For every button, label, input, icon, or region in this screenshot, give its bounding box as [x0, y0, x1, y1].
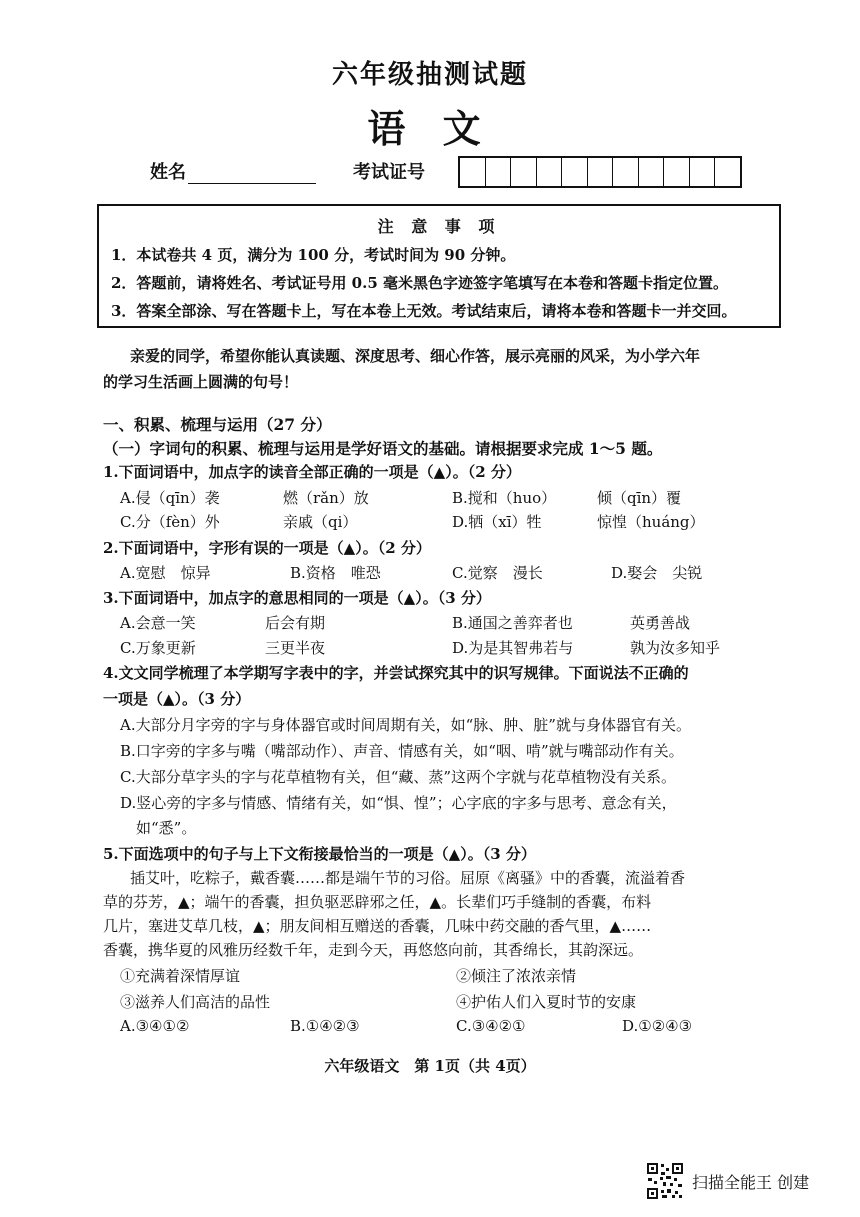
notice-box [97, 204, 781, 328]
q5-passage-3: 几片，塞进艾草几枝，▲；朋友间相互赠送的香囊，几味中药交融的香气里，▲…… [103, 917, 652, 935]
q1-option-a-1: A.侵（qīn）袭 [120, 489, 220, 507]
q3-option-d-1: D.为是其智弗若与 [452, 639, 574, 657]
q2-option-d: D.娶会 尖锐 [611, 564, 703, 582]
id-digit-box [588, 158, 614, 186]
section-1-subtitle: （一）字词句的积累、梳理与运用是学好语文的基础。请根据要求完成 1～5 题。 [103, 439, 663, 458]
q5-option-a: A.③④①② [120, 1017, 190, 1035]
q4-option-d-2: 如“悉”。 [136, 819, 197, 837]
q1-option-d-2: 惊惶（huáng） [597, 513, 705, 531]
q1-option-d-1: D.牺（xī）牲 [452, 513, 542, 531]
scanner-watermark-text: 扫描全能王 创建 [692, 1173, 810, 1192]
id-digit-box [460, 158, 486, 186]
q4-option-d-1: D.竖心旁的字多与情感、情绪有关，如“惧、惶”；心字底的字多与思考、意念有关， [120, 794, 677, 812]
notice-item-2: 2．答题前，请将姓名、考试证号用 0.5 毫米黑色字迹签字笔填写在本卷和答题卡指定位置。 [111, 274, 728, 292]
q3-option-a-1: A.会意一笑 [120, 614, 196, 632]
q1-stem: 1.下面词语中，加点字的读音全部正确的一项是（▲）。（2 分） [103, 463, 521, 481]
q1-option-c-1: C.分（fèn）外 [120, 513, 220, 531]
q2-option-c: C.觉察 漫长 [452, 564, 543, 582]
q5-passage-4: 香囊，携华夏的风雅历经数千年，走到今天，再悠悠向前，其香绵长，其韵深远。 [103, 941, 644, 959]
id-digit-box [511, 158, 537, 186]
q5-sentence-2: ②倾注了浓浓亲情 [456, 967, 577, 985]
id-digit-box [613, 158, 639, 186]
notice-item-1: 1．本试卷共 4 页，满分为 100 分，考试时间为 90 分钟。 [111, 246, 516, 264]
q5-sentence-4: ④护佑人们入夏时节的安康 [456, 993, 637, 1011]
q3-option-a-2: 后会有期 [265, 614, 326, 632]
q1-option-a-2: 燃（rǎn）放 [283, 489, 369, 507]
page-footer: 六年级语文 第 1页（共 4页） [324, 1057, 536, 1075]
qr-code-icon [646, 1162, 684, 1200]
q1-option-b-2: 倾（qīn）覆 [597, 489, 682, 507]
q2-option-a: A.宽慰 惊异 [120, 564, 211, 582]
q5-option-c: C.③④②① [456, 1017, 526, 1035]
q3-option-b-1: B.通国之善弈者也 [452, 614, 573, 632]
q3-option-c-1: C.万象更新 [120, 639, 196, 657]
q4-option-c: C.大部分草字头的字与花草植物有关，但“藏、蒸”这两个字就与花草植物没有关系。 [120, 768, 677, 786]
id-digit-box [639, 158, 665, 186]
q4-option-b: B.口字旁的字多与嘴（嘴部动作）、声音、情感有关，如“咽、啃”就与嘴部动作有关。 [120, 742, 684, 760]
exam-title: 六年级抽测试题 [331, 60, 528, 90]
q3-option-d-2: 孰为汝多知乎 [630, 639, 721, 657]
intro-line-2: 的学习生活画上圆满的句号！ [103, 373, 299, 391]
q3-option-c-2: 三更半夜 [265, 639, 326, 657]
q5-option-b: B.①④②③ [290, 1017, 360, 1035]
q5-stem: 5.下面选项中的句子与上下文衔接最恰当的一项是（▲）。（3 分） [103, 845, 536, 863]
q5-passage-1: 插艾叶，吃粽子，戴香囊……都是端午节的习俗。屈原《离骚》中的香囊，流溢着香 [130, 869, 686, 887]
q3-option-b-2: 英勇善战 [630, 614, 691, 632]
id-digit-box [486, 158, 512, 186]
q2-stem: 2.下面词语中，字形有误的一项是（▲）。（2 分） [103, 539, 431, 557]
name-field [150, 158, 316, 184]
q5-sentence-1: ①充满着深情厚谊 [120, 967, 241, 985]
q2-option-b: B.资格 唯恐 [290, 564, 381, 582]
q5-passage-2: 草的芬芳，▲；端午的香囊，担负驱恶辟邪之任，▲。长辈们巧手缝制的香囊，布料 [103, 893, 652, 911]
q4-stem-2: 一项是（▲）。（3 分） [103, 690, 251, 708]
section-1-title: 一、积累、梳理与运用（27 分） [103, 415, 332, 434]
id-digit-box [664, 158, 690, 186]
id-digit-box [537, 158, 563, 186]
q1-option-c-2: 亲戚（qi） [283, 513, 358, 531]
id-digit-box [690, 158, 716, 186]
intro-line-1: 亲爱的同学，希望你能认真读题、深度思考、细心作答，展示亮丽的风采，为小学六年 [130, 347, 701, 365]
id-digit-box [562, 158, 588, 186]
notice-title: 注 意 事 项 [377, 217, 501, 236]
q4-option-a: A.大部分月字旁的字与身体器官或时间周期有关，如“脉、肿、脏”就与身体器官有关。 [120, 716, 691, 734]
name-label: 姓名 [150, 162, 186, 183]
name-blank [188, 165, 316, 184]
q5-option-d: D.①②④③ [622, 1017, 693, 1035]
q5-sentence-3: ③滋养人们高洁的品性 [120, 993, 271, 1011]
id-label: 考试证号 [353, 162, 425, 183]
q4-stem-1: 4.文文同学梳理了本学期写字表中的字，并尝试探究其中的识写规律。下面说法不正确的 [103, 664, 689, 682]
notice-item-3: 3．答案全部涂、写在答题卡上，写在本卷上无效。考试结束后，请将本卷和答题卡一并交回。 [111, 302, 737, 320]
id-digit-box [715, 158, 740, 186]
subject-title: 语 文 [367, 106, 493, 151]
q3-stem: 3.下面词语中，加点字的意思相同的一项是（▲）。（3 分） [103, 589, 491, 607]
q1-option-b-1: B.搅和（huo） [452, 489, 557, 507]
id-number-boxes [458, 156, 742, 188]
